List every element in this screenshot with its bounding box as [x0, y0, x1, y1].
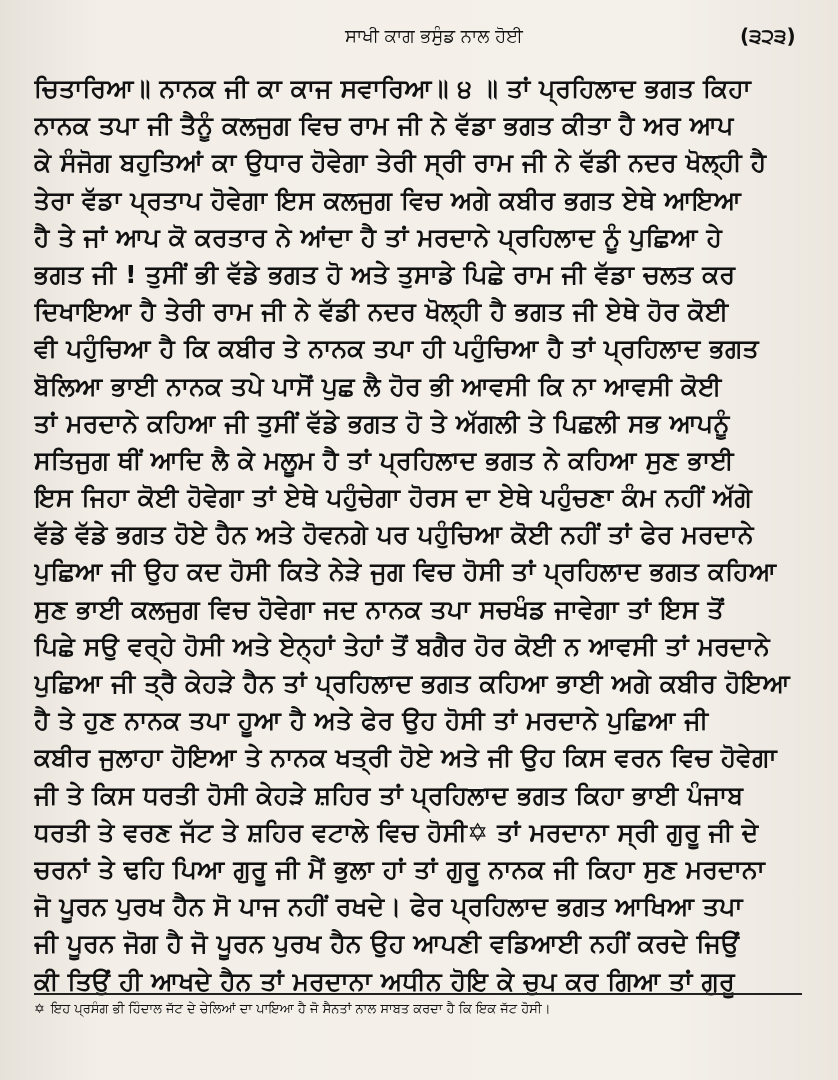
text-line: ਸਤਿਜੁਗ ਥੀਂ ਆਦਿ ਲੈ ਕੇ ਮਲੂਮ ਹੈ ਤਾਂ ਪ੍ਰਹਿਲਾਦ ਭਗਤ ਨੇ ਕਹਿਆ ਸੁਣ ਭਾਈ [34, 445, 734, 475]
text-line: ਤੇਰਾ ਵੱਡਾ ਪ੍ਰਤਾਪ ਹੋਵੇਗਾ ਇਸ ਕਲਜੁਗ ਵਿਚ ਅਗੇ ਕਬੀਰ ਭਗਤ ਏਥੇ ਆਇਆ [34, 185, 741, 215]
footnote-text: ਇਹ ਪ੍ਰਸੰਗ ਭੀ ਹਿੰਦਾਲ ਜੱਟ ਦੇ ਚੇਲਿਆਂ ਦਾ ਪਾਇਆ ਹੈ ਜੋ ਸੈਨਤਾਂ ਨਾਲ ਸਾਬਤ ਕਰਦਾ ਹੈ ਕਿ ਇਕ ਜੱਟ ਹੋਸੀ। [50, 1002, 551, 1017]
text-line: ਦਿਖਾਇਆ ਹੈ ਤੇਰੀ ਰਾਮ ਜੀ ਨੇ ਵੱਡੀ ਨਦਰ ਖੋਲ੍ਹੀ ਹੈ ਭਗਤ ਜੀ ਏਥੇ ਹੋਰ ਕੋਈ [34, 297, 729, 327]
text-line: ਚਰਨਾਂ ਤੇ ਢਹਿ ਪਿਆ ਗੁਰੂ ਜੀ ਮੈਂ ਭੁਲਾ ਹਾਂ ਤਾਂ ਗੁਰੂ ਨਾਨਕ ਜੀ ਕਿਹਾ ਸੁਣ ਮਰਦਾਨਾ [34, 854, 765, 884]
text-line: ਵੱਡੇ ਵੱਡੇ ਭਗਤ ਹੋਏ ਹੈਨ ਅਤੇ ਹੋਵਨਗੇ ਪਰ ਪਹੁੰਚਿਆ ਕੋਈ ਨਹੀਂ ਤਾਂ ਫੇਰ ਮਰਦਾਨੇ [34, 520, 754, 550]
text-line: ਕੀ ਤਿਉਂ ਹੀ ਆਖਦੇ ਹੈਨ ਤਾਂ ਮਰਦਾਨਾ ਅਧੀਨ ਹੋਇ ਕੇ ਚੁਪ ਕਰ ਗਿਆ ਤਾਂ ਗੁਰੂ [34, 966, 735, 996]
footnote-star-icon: ✡ [34, 1002, 45, 1017]
page-header [0, 22, 838, 58]
text-line: ਚਿਤਾਰਿਆ॥ ਨਾਨਕ ਜੀ ਕਾ ਕਾਜ ਸਵਾਰਿਆ॥ ੪ ॥ ਤਾਂ ਪ੍ਰਹਿਲਾਦ ਭਗਤ ਕਿਹਾ [34, 74, 751, 103]
text-line: ਵੀ ਪਹੁੰਚਿਆ ਹੈ ਕਿ ਕਬੀਰ ਤੇ ਨਾਨਕ ਤਪਾ ਹੀ ਪਹੁੰਚਿਆ ਹੈ ਤਾਂ ਪ੍ਰਹਿਲਾਦ ਭਗਤ [34, 334, 759, 364]
running-title: ਸਾਖੀ ਕਾਗ ਭਸੁੰਡ ਨਾਲ ਹੋਈ [345, 26, 523, 47]
text-line: ਹੈ ਤੇ ਜਾਂ ਆਪ ਕੋ ਕਰਤਾਰ ਨੇ ਆਂਦਾ ਹੈ ਤਾਂ ਮਰਦਾਨੇ ਪ੍ਰਹਿਲਾਦ ਨੂੰ ਪੁਛਿਆ ਹੇ [34, 222, 723, 252]
text-line: ਸੁਣ ਭਾਈ ਕਲਜੁਗ ਵਿਚ ਹੋਵੇਗਾ ਜਦ ਨਾਨਕ ਤਪਾ ਸਚਖੰਡ ਜਾਵੇਗਾ ਤਾਂ ਇਸ ਤੋਂ [34, 594, 724, 624]
text-line: ਕੇ ਸੰਜੋਗ ਬਹੁਤਿਆਂ ਕਾ ਉਧਾਰ ਹੋਵੇਗਾ ਤੇਰੀ ਸ੍ਰੀ ਰਾਮ ਜੀ ਨੇ ਵੱਡੀ ਨਦਰ ਖੋਲ੍ਹੀ ਹੈ [34, 148, 767, 178]
footnote-divider [34, 993, 802, 995]
text-line: ਭਗਤ ਜੀ ! ਤੁਸੀਂ ਭੀ ਵੱਡੇ ਭਗਤ ਹੋ ਅਤੇ ਤੁਸਾਡੇ ਪਿਛੇ ਰਾਮ ਜੀ ਵੱਡਾ ਚਲਤ ਕਰ [34, 259, 736, 289]
text-line: ਧਰਤੀ ਤੇ ਵਰਣ ਜੱਟ ਤੇ ਸ਼ਹਿਰ ਵਟਾਲੇ ਵਿਚ ਹੋਸੀ✡ ਤਾਂ ਮਰਦਾਨਾ ਸ੍ਰੀ ਗੁਰੂ ਜੀ ਦੇ [34, 817, 759, 847]
text-line: ਜੀ ਤੇ ਕਿਸ ਧਰਤੀ ਹੋਸੀ ਕੇਹੜੇ ਸ਼ਹਿਰ ਤਾਂ ਪ੍ਰਹਿਲਾਦ ਭਗਤ ਕਿਹਾ ਭਾਈ ਪੰਜਾਬ [34, 780, 744, 810]
text-line: ਤਾਂ ਮਰਦਾਨੇ ਕਹਿਆ ਜੀ ਤੁਸੀਂ ਵੱਡੇ ਭਗਤ ਹੋ ਤੇ ਅੱਗਲੀ ਤੇ ਪਿਛਲੀ ਸਭ ਆਪਨੂੰ [34, 408, 730, 438]
text-line: ਬੋਲਿਆ ਭਾਈ ਨਾਨਕ ਤਪੇ ਪਾਸੋਂ ਪੁਛ ਲੈ ਹੋਰ ਭੀ ਆਵਸੀ ਕਿ ਨਾ ਆਵਸੀ ਕੋਈ [34, 371, 722, 401]
page-number: (੩੨੩) [740, 24, 796, 48]
text-line: ਹੈ ਤੇ ਹੁਣ ਨਾਨਕ ਤਪਾ ਹੂਆ ਹੈ ਅਤੇ ਫੇਰ ਉਹ ਹੋਸੀ ਤਾਂ ਮਰਦਾਨੇ ਪੁਛਿਆ ਜੀ [34, 706, 709, 736]
text-line: ਨਾਨਕ ਤਪਾ ਜੀ ਤੈਨੂੰ ਕਲਜੁਗ ਵਿਚ ਰਾਮ ਜੀ ਨੇ ਵੱਡਾ ਭਗਤ ਕੀਤਾ ਹੈ ਅਰ ਆਪ [34, 111, 734, 141]
text-line: ਪਿਛੇ ਸਉ ਵਰ੍ਹੇ ਹੋਸੀ ਅਤੇ ਏਨ੍ਹਾਂ ਤੇਹਾਂ ਤੋਂ ਬਗੈਰ ਹੋਰ ਕੋਈ ਨ ਆਵਸੀ ਤਾਂ ਮਰਦਾਨੇ [34, 631, 770, 661]
text-line: ਕਬੀਰ ਜੁਲਾਹਾ ਹੋਇਆ ਤੇ ਨਾਨਕ ਖਤ੍ਰੀ ਹੋਏ ਅਤੇ ਜੀ ਉਹ ਕਿਸ ਵਰਨ ਵਿਚ ਹੋਵੇਗਾ [34, 743, 777, 773]
text-line: ਪੁਛਿਆ ਜੀ ਉਹ ਕਦ ਹੋਸੀ ਕਿਤੇ ਨੇੜੇ ਜੁਗ ਵਿਚ ਹੋਸੀ ਤਾਂ ਪ੍ਰਹਿਲਾਦ ਭਗਤ ਕਹਿਆ [34, 557, 777, 587]
text-line: ਜੀ ਪੂਰਨ ਜੋਗ ਹੈ ਜੋ ਪੂਰਨ ਪੁਰਖ ਹੈਨ ਉਹ ਆਪਣੀ ਵਡਿਆਈ ਨਹੀਂ ਕਰਦੇ ਜਿਉਂ [34, 929, 740, 959]
body-text [34, 70, 802, 1000]
text-line: ਜੋ ਪੂਰਨ ਪੁਰਖ ਹੈਨ ਸੋ ਪਾਜ ਨਹੀਂ ਰਖਦੇ। ਫੇਰ ਪ੍ਰਹਿਲਾਦ ਭਗਤ ਆਖਿਆ ਤਪਾ [34, 892, 743, 922]
text-line: ਇਸ ਜਿਹਾ ਕੋਈ ਹੋਵੇਗਾ ਤਾਂ ਏਥੇ ਪਹੁੰਚੇਗਾ ਹੋਰਸ ਦਾ ਏਥੇ ਪਹੁੰਚਣਾ ਕੰਮ ਨਹੀਂ ਅੱਗੇ [34, 483, 752, 513]
text-line: ਪੁਛਿਆ ਜੀ ਤ੍ਰੈ ਕੇਹੜੇ ਹੈਨ ਤਾਂ ਪ੍ਰਹਿਲਾਦ ਭਗਤ ਕਹਿਆ ਭਾਈ ਅਗੇ ਕਬੀਰ ਹੋਇਆ [34, 669, 790, 698]
footnote [34, 1002, 802, 1017]
